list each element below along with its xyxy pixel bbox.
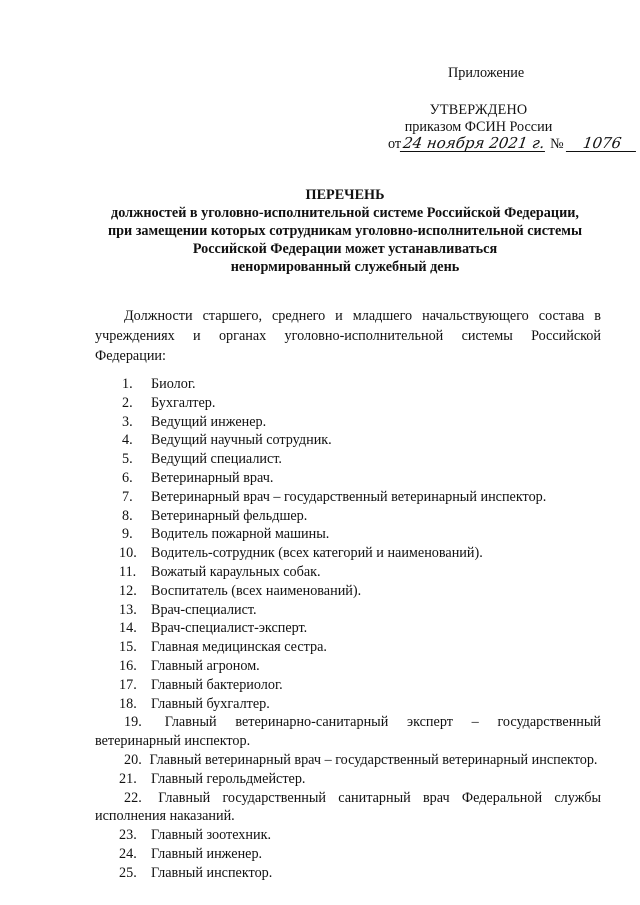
list-item-text: Ведущий специалист. [151, 451, 282, 468]
order-date-number [388, 136, 637, 153]
list-item-number: 23. [119, 827, 137, 844]
list-item-text: Главный бактериолог. [151, 676, 283, 693]
order-by-label: приказом ФСИН России [404, 119, 553, 136]
list-item [95, 638, 601, 657]
list-item [95, 525, 601, 544]
date-prefix: от [388, 136, 402, 152]
list-item [95, 507, 601, 526]
appendix-label: Приложение [448, 65, 525, 81]
list-item-text: Водитель-сотрудник (всех категорий и наименований). [151, 545, 483, 562]
heading-main: ПЕРЕЧЕНЬ [305, 187, 385, 203]
list-item-number: 11. [119, 563, 137, 580]
list-item-text: Главный инспектор. [151, 864, 273, 881]
list-item-number: 7. [122, 488, 133, 505]
list-item-text: Главный зоотехник. [151, 827, 272, 844]
list-item-number: 21. [119, 770, 137, 787]
list-item-number: 2. [122, 394, 133, 411]
list-item-text: Врач-специалист-эксперт. [151, 620, 308, 637]
list-item-number: 17. [119, 676, 137, 693]
list-item [95, 431, 601, 450]
list-item-text: Главный ветеринарно-санитарный эксперт – государственный ветеринарный инспектор. [95, 714, 602, 750]
list-item-number: 10. [119, 545, 137, 562]
document-heading [90, 186, 600, 276]
list-item [95, 826, 601, 845]
list-item-text: Главный герольдмейстер. [151, 770, 306, 787]
intro-paragraph: Должности старшего, среднего и младшего начальствующего состава в учреждениях и органах уголовно-исполнительной системы Российской Федерации: [95, 308, 601, 364]
list-item-text: Главный инженер. [151, 845, 263, 862]
positions-list [95, 375, 601, 883]
heading-line-4: ненормированный служебный день [230, 259, 460, 275]
list-item-text: Врач-специалист. [151, 601, 257, 618]
list-item-number: 4. [122, 432, 133, 449]
list-item-text: Главный агроном. [151, 657, 260, 674]
list-item-text: Вожатый караульных собак. [151, 563, 321, 580]
list-item-text: Главный бухгалтер. [151, 695, 270, 712]
number-sign: № [550, 136, 564, 152]
list-item [95, 413, 601, 432]
list-item-number: 18. [119, 695, 137, 712]
list-item [95, 394, 601, 413]
handwritten-date: 24 ноября 2021 г. [401, 134, 546, 152]
list-item-number: 8. [122, 507, 133, 524]
list-item-number: 5. [122, 451, 133, 468]
list-item-number: 22. [124, 789, 142, 806]
list-item-number: 3. [122, 413, 133, 430]
list-item-text: Бухгалтер. [151, 394, 216, 411]
list-item-number: 24. [119, 845, 137, 862]
list-item-number: 9. [122, 526, 133, 543]
list-item [95, 770, 601, 789]
list-item-text: Ведущий инженер. [151, 413, 267, 430]
list-item-number: 13. [119, 601, 137, 618]
list-item [95, 619, 601, 638]
list-item [95, 751, 601, 770]
approval-block [0, 102, 587, 137]
list-item-number: 25. [119, 864, 137, 881]
list-item [95, 695, 601, 714]
list-item-number: 12. [119, 582, 137, 599]
list-item [95, 676, 601, 695]
list-item [95, 375, 601, 394]
list-item-number: 14. [119, 620, 137, 637]
approved-label: УТВЕРЖДЕНО [429, 102, 528, 118]
list-item-number: 6. [122, 469, 133, 486]
list-item [95, 582, 601, 601]
list-item-text: Биолог. [151, 376, 196, 392]
list-item [95, 845, 601, 864]
list-item [95, 488, 601, 507]
list-item-text: Водитель пожарной машины. [151, 526, 330, 543]
list-item [95, 601, 601, 620]
list-item-text: Ветеринарный фельдшер. [151, 507, 308, 524]
heading-line-1: должностей в уголовно-исполнительной системе Российской Федерации, [111, 205, 579, 221]
list-item-text: Ветеринарный врач. [151, 469, 274, 486]
list-item [95, 657, 601, 676]
list-item [95, 864, 601, 883]
handwritten-number: 1076 [566, 136, 638, 152]
list-item-number: 15. [119, 639, 137, 656]
list-item [95, 713, 601, 751]
list-item-text: Воспитатель (всех наименований). [151, 582, 362, 599]
list-item-number: 20. [124, 751, 142, 768]
list-item-text: Ветеринарный врач – государственный ветеринарный инспектор. [151, 488, 547, 505]
list-item-text: Главный государственный санитарный врач Федеральной службы исполнения наказаний. [95, 789, 601, 825]
list-item [95, 544, 601, 563]
list-item-text: Главная медицинская сестра. [151, 639, 327, 656]
list-item [95, 563, 601, 582]
heading-line-3: Российской Федерации может устанавливаться [192, 241, 498, 257]
list-item-text: Главный ветеринарный врач – государственный ветеринарный инспектор. [149, 751, 598, 768]
list-item [95, 789, 601, 827]
list-item-number: 1. [122, 376, 133, 392]
heading-line-2: при замещении которых сотрудникам уголовно-исполнительной системы [107, 223, 583, 239]
list-item [95, 469, 601, 488]
list-item-number: 19. [124, 714, 142, 731]
list-item-text: Ведущий научный сотрудник. [151, 432, 332, 449]
list-item [95, 450, 601, 469]
list-item-number: 16. [119, 657, 137, 674]
